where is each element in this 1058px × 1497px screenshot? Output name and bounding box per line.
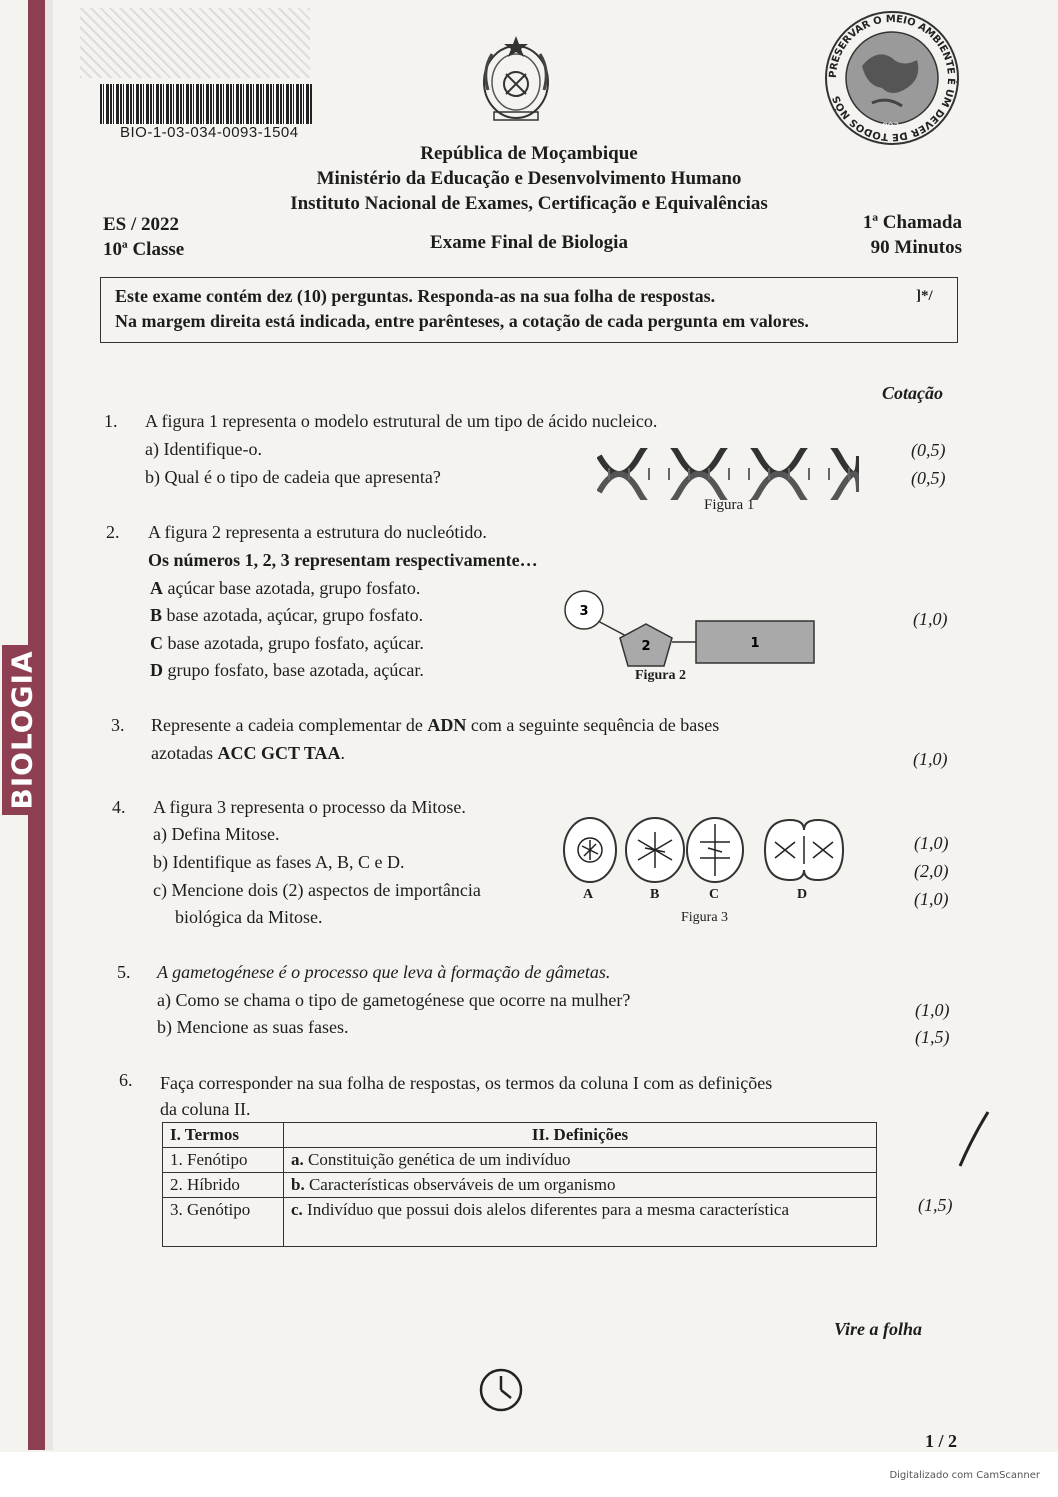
q1-part-b: b) Qual é o tipo de cadeia que apresenta? xyxy=(145,467,441,487)
definition-cell: c. Indivíduo que possui dois alelos diferentes para a mesma característica xyxy=(284,1198,877,1247)
q1-text: A figura 1 representa o modelo estrutural de um tipo de ácido nucleico. xyxy=(145,411,658,431)
scanner-watermark: Digitalizado com CamScanner xyxy=(889,1470,1040,1481)
col-terms-header: I. Termos xyxy=(163,1123,284,1148)
q6-number: 6. xyxy=(119,1070,133,1090)
definition-cell: b. Características observáveis de um organismo xyxy=(284,1173,877,1198)
fig2-label-1: 1 xyxy=(750,636,760,651)
table-row xyxy=(163,1198,877,1247)
q4-text: A figura 3 representa o processo da Mitose. xyxy=(153,797,466,817)
q4-part-b: b) Identifique as fases A, B, C e D. xyxy=(153,852,405,872)
q5-score-a: (1,0) xyxy=(915,1000,950,1020)
table-row xyxy=(163,1148,877,1173)
q5-text: A gametogénese é o processo que leva à formação de gâmetas. xyxy=(157,962,611,982)
exam-year: ES / 2022 xyxy=(103,214,180,235)
instructions-box xyxy=(100,277,958,343)
fig3-label-c: C xyxy=(709,887,720,902)
q4-score-a: (1,0) xyxy=(914,833,949,853)
dna-double-helix-figure xyxy=(597,448,859,500)
q3-number: 3. xyxy=(111,715,125,735)
fig3-label-d: D xyxy=(797,887,808,902)
stamp-number: 093 xyxy=(882,122,900,132)
exam-title: Exame Final de Biologia xyxy=(430,232,628,253)
definition-cell: a. Constituição genética de um indivíduo xyxy=(284,1148,877,1173)
q2-option-c: C base azotada, grupo fosfato, açúcar. xyxy=(150,633,424,653)
q6-line-1: Faça corresponder na sua folha de respostas, os termos da coluna I com as definições xyxy=(160,1073,773,1093)
q1-part-a: a) Identifique-o. xyxy=(145,439,262,459)
q3-line-1: Represente a cadeia complementar de ADN com a seguinte sequência de bases xyxy=(151,715,720,735)
q4-number: 4. xyxy=(112,797,126,817)
figure-1-caption: Figura 1 xyxy=(704,497,755,513)
q4-part-a: a) Defina Mitose. xyxy=(153,824,280,844)
q2-prompt: Os números 1, 2, 3 representam respectivamente… xyxy=(148,550,538,570)
stamp-text: PRESERVAR O MEIO AMBIENTE É UM DEVER DE TODOS NÓS xyxy=(827,13,957,143)
q3-score: (1,0) xyxy=(913,749,948,769)
matching-table xyxy=(162,1122,877,1247)
q5-part-a: a) Como se chama o tipo de gametogénese que ocorre na mulher? xyxy=(157,990,631,1010)
clock-icon xyxy=(478,1367,524,1413)
q4-part-c-line-2: biológica da Mitose. xyxy=(175,907,323,927)
instructions-line-1: Este exame contém dez (10) perguntas. Responda-as na sua folha de respostas. xyxy=(115,286,716,306)
fig2-label-3: 3 xyxy=(579,604,589,619)
coat-of-arms-icon xyxy=(478,30,554,126)
figure-2-caption: Figura 2 xyxy=(635,668,686,683)
table-row xyxy=(163,1173,877,1198)
exam-duration: 90 Minutos xyxy=(870,237,962,258)
cotacao-heading: Cotação xyxy=(882,383,943,403)
q5-score-b: (1,5) xyxy=(915,1027,950,1047)
q6-score: (1,5) xyxy=(918,1195,953,1215)
q6-line-2: da coluna II. xyxy=(160,1099,251,1119)
instructions-mark: ]*/ xyxy=(916,288,933,304)
institute-name: Instituto Nacional de Exames, Certificação e Equivalências xyxy=(290,193,768,214)
q1-score-b: (0,5) xyxy=(911,468,946,488)
term-cell: 3. Genótipo xyxy=(163,1198,284,1247)
q2-option-b: B base azotada, açúcar, grupo fosfato. xyxy=(150,605,424,625)
page-number: 1 / 2 xyxy=(925,1431,958,1451)
q4-part-c-line-1: c) Mencione dois (2) aspectos de importância xyxy=(153,880,481,900)
q2-score: (1,0) xyxy=(913,609,948,629)
q3-line-2: azotadas ACC GCT TAA. xyxy=(151,743,345,763)
subject-label: BIOLOGIA xyxy=(5,650,39,810)
barcode xyxy=(100,84,312,124)
fig3-label-b: B xyxy=(650,887,660,902)
side-strip xyxy=(45,0,53,1450)
redacted-area xyxy=(80,8,310,78)
q5-number: 5. xyxy=(117,962,131,982)
pen-mark-icon xyxy=(952,1108,992,1170)
q1-score-a: (0,5) xyxy=(911,440,946,460)
q4-score-b: (2,0) xyxy=(914,861,949,881)
q1-number: 1. xyxy=(104,411,118,431)
grade: 10ª Classe xyxy=(103,239,185,260)
fig2-label-2: 2 xyxy=(641,639,651,654)
q4-score-c: (1,0) xyxy=(914,889,949,909)
instructions-line-2: Na margem direita está indicada, entre parênteses, a cotação de cada pergunta em valores. xyxy=(115,311,809,331)
q2-number: 2. xyxy=(106,522,120,542)
exam-code: BIO-1-03-034-0093-1504 xyxy=(120,124,299,141)
turn-page-note: Vire a folha xyxy=(834,1319,923,1339)
figure-3-caption: Figura 3 xyxy=(681,910,729,925)
country-name: República de Moçambique xyxy=(420,143,638,164)
mitosis-figure xyxy=(560,812,845,887)
term-cell: 2. Híbrido xyxy=(163,1173,284,1198)
ministry-name: Ministério da Educação e Desenvolvimento Humano xyxy=(316,168,742,189)
q2-option-d: D grupo fosfato, base azotada, açúcar. xyxy=(150,660,424,680)
exam-call: 1ª Chamada xyxy=(862,212,962,233)
q2-text: A figura 2 representa a estrutura do nucleótido. xyxy=(148,522,487,542)
side-label xyxy=(2,645,42,815)
nucleotide-figure xyxy=(560,590,820,670)
environment-stamp xyxy=(822,8,962,148)
col-definitions-header: II. Definições xyxy=(284,1123,877,1148)
fig3-label-a: A xyxy=(583,887,594,902)
term-cell: 1. Fenótipo xyxy=(163,1148,284,1173)
q5-part-b: b) Mencione as suas fases. xyxy=(157,1017,349,1037)
q2-option-a: A açúcar base azotada, grupo fosfato. xyxy=(150,578,421,598)
